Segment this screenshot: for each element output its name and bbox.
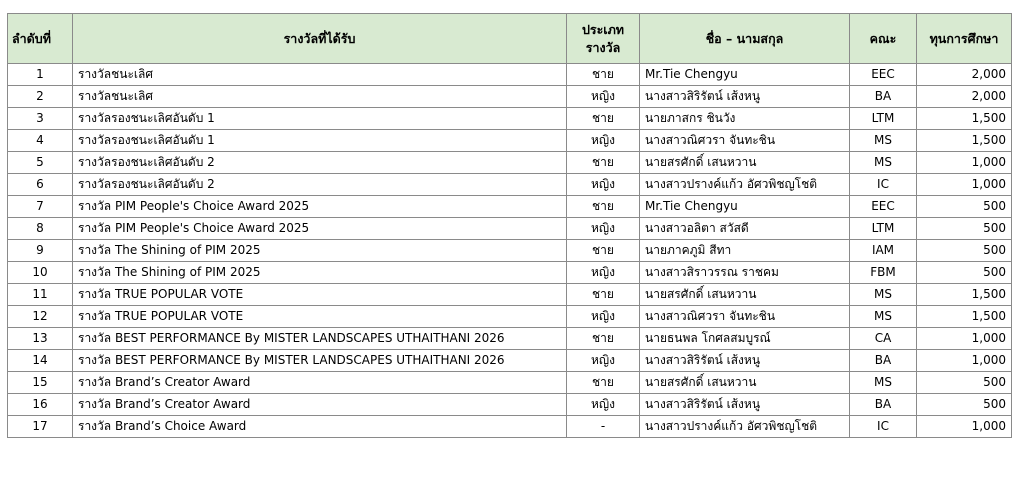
row-number: 7 [8,196,73,218]
award-type: หญิง [567,174,640,196]
header-scholarship: ทุนการศึกษา [917,14,1012,64]
faculty-code: MS [850,130,917,152]
recipient-name: นางสาวปรางค์แก้ว อัศวพิชญโชติ [640,174,850,196]
award-type: ชาย [567,196,640,218]
table-row [8,196,1012,218]
scholarship-amount: 1,500 [917,306,1012,328]
award-name: รางวัล TRUE POPULAR VOTE [73,284,567,306]
recipient-name: Mr.Tie Chengyu [640,64,850,86]
row-number: 6 [8,174,73,196]
table-row [8,218,1012,240]
row-number: 9 [8,240,73,262]
faculty-code: MS [850,152,917,174]
award-type: ชาย [567,64,640,86]
award-name: รางวัล Brand’s Choice Award [73,416,567,438]
row-number: 1 [8,64,73,86]
header-name: ชื่อ – นามสกุล [640,14,850,64]
award-name: รางวัล PIM People's Choice Award 2025 [73,196,567,218]
scholarship-amount: 1,000 [917,328,1012,350]
award-name: รางวัลชนะเลิศ [73,64,567,86]
table-body [8,64,1012,438]
table-row [8,328,1012,350]
table-row [8,108,1012,130]
award-name: รางวัลชนะเลิศ [73,86,567,108]
table-row [8,372,1012,394]
row-number: 17 [8,416,73,438]
row-number: 3 [8,108,73,130]
award-name: รางวัล Brand’s Creator Award [73,372,567,394]
table-header [8,14,1012,64]
scholarship-amount: 1,500 [917,284,1012,306]
header-type-line1: ประเภท [581,21,625,37]
recipient-name: นางสาวสิริรัตน์ เส้งหนู [640,86,850,108]
award-name: รางวัลรองชนะเลิศอันดับ 1 [73,108,567,130]
table-row [8,130,1012,152]
recipient-name: นางสาวสิริรัตน์ เส้งหนู [640,394,850,416]
award-type: หญิง [567,262,640,284]
scholarship-amount: 1,000 [917,350,1012,372]
award-type: ชาย [567,108,640,130]
row-number: 12 [8,306,73,328]
faculty-code: MS [850,372,917,394]
row-number: 15 [8,372,73,394]
faculty-code: BA [850,394,917,416]
award-name: รางวัล The Shining of PIM 2025 [73,262,567,284]
award-type: หญิง [567,130,640,152]
recipient-name: นายสรศักดิ์ เสนหวาน [640,152,850,174]
row-number: 8 [8,218,73,240]
award-type: หญิง [567,394,640,416]
faculty-code: FBM [850,262,917,284]
recipient-name: นายภาคภูมิ สีทา [640,240,850,262]
recipient-name: นางสาวณิศวรา จันทะชิน [640,130,850,152]
award-name: รางวัล PIM People's Choice Award 2025 [73,218,567,240]
recipient-name: นายธนพล โกศลสมบูรณ์ [640,328,850,350]
faculty-code: MS [850,284,917,306]
faculty-code: EEC [850,196,917,218]
row-number: 4 [8,130,73,152]
header-award: รางวัลที่ได้รับ [73,14,567,64]
table-row [8,174,1012,196]
award-type: หญิง [567,86,640,108]
table-row [8,152,1012,174]
award-name: รางวัล Brand’s Creator Award [73,394,567,416]
recipient-name: นางสาวสิราวรรณ ราชคม [640,262,850,284]
recipient-name: นางสาวสิริรัตน์ เส้งหนู [640,350,850,372]
award-name: รางวัลรองชนะเลิศอันดับ 2 [73,174,567,196]
faculty-code: LTM [850,218,917,240]
recipient-name: นายสรศักดิ์ เสนหวาน [640,284,850,306]
award-type: ชาย [567,328,640,350]
scholarship-amount: 500 [917,218,1012,240]
scholarship-amount: 2,000 [917,64,1012,86]
scholarship-amount: 1,000 [917,152,1012,174]
scholarship-amount: 500 [917,372,1012,394]
row-number: 16 [8,394,73,416]
award-type: ชาย [567,152,640,174]
table-row [8,262,1012,284]
header-row [8,14,1012,64]
faculty-code: IC [850,416,917,438]
row-number: 10 [8,262,73,284]
scholarship-amount: 1,500 [917,130,1012,152]
header-type-line2: รางวัล [585,39,621,55]
award-type: ชาย [567,240,640,262]
header-no: ลำดับที่ [8,14,73,64]
recipient-name: นายสรศักดิ์ เสนหวาน [640,372,850,394]
scholarship-amount: 500 [917,262,1012,284]
award-type: - [567,416,640,438]
faculty-code: LTM [850,108,917,130]
award-type: หญิง [567,350,640,372]
row-number: 2 [8,86,73,108]
award-name: รางวัล The Shining of PIM 2025 [73,240,567,262]
faculty-code: EEC [850,64,917,86]
table-row [8,350,1012,372]
table-row [8,240,1012,262]
table-row [8,416,1012,438]
scholarship-amount: 2,000 [917,86,1012,108]
faculty-code: MS [850,306,917,328]
award-type: ชาย [567,284,640,306]
table-row [8,86,1012,108]
row-number: 13 [8,328,73,350]
row-number: 5 [8,152,73,174]
award-name: รางวัล BEST PERFORMANCE By MISTER LANDSCAPES UTHAITHANI 2026 [73,350,567,372]
award-name: รางวัลรองชนะเลิศอันดับ 1 [73,130,567,152]
recipient-name: นางสาวอลิตา สวัสดี [640,218,850,240]
table-row [8,394,1012,416]
scholarship-amount: 500 [917,196,1012,218]
recipient-name: นางสาวณิศวรา จันทะชิน [640,306,850,328]
row-number: 11 [8,284,73,306]
recipient-name: นายภาสกร ชินวัง [640,108,850,130]
award-type: หญิง [567,218,640,240]
row-number: 14 [8,350,73,372]
award-type: หญิง [567,306,640,328]
table-row [8,64,1012,86]
header-type [567,14,640,64]
faculty-code: CA [850,328,917,350]
table-row [8,306,1012,328]
award-table [7,13,1012,438]
faculty-code: BA [850,350,917,372]
scholarship-amount: 1,000 [917,174,1012,196]
award-name: รางวัล TRUE POPULAR VOTE [73,306,567,328]
faculty-code: BA [850,86,917,108]
scholarship-amount: 1,500 [917,108,1012,130]
faculty-code: IC [850,174,917,196]
scholarship-amount: 1,000 [917,416,1012,438]
award-name: รางวัลรองชนะเลิศอันดับ 2 [73,152,567,174]
faculty-code: IAM [850,240,917,262]
recipient-name: นางสาวปรางค์แก้ว อัศวพิชญโชติ [640,416,850,438]
scholarship-amount: 500 [917,394,1012,416]
header-faculty: คณะ [850,14,917,64]
award-type: ชาย [567,372,640,394]
scholarship-amount: 500 [917,240,1012,262]
recipient-name: Mr.Tie Chengyu [640,196,850,218]
table-row [8,284,1012,306]
award-name: รางวัล BEST PERFORMANCE By MISTER LANDSCAPES UTHAITHANI 2026 [73,328,567,350]
